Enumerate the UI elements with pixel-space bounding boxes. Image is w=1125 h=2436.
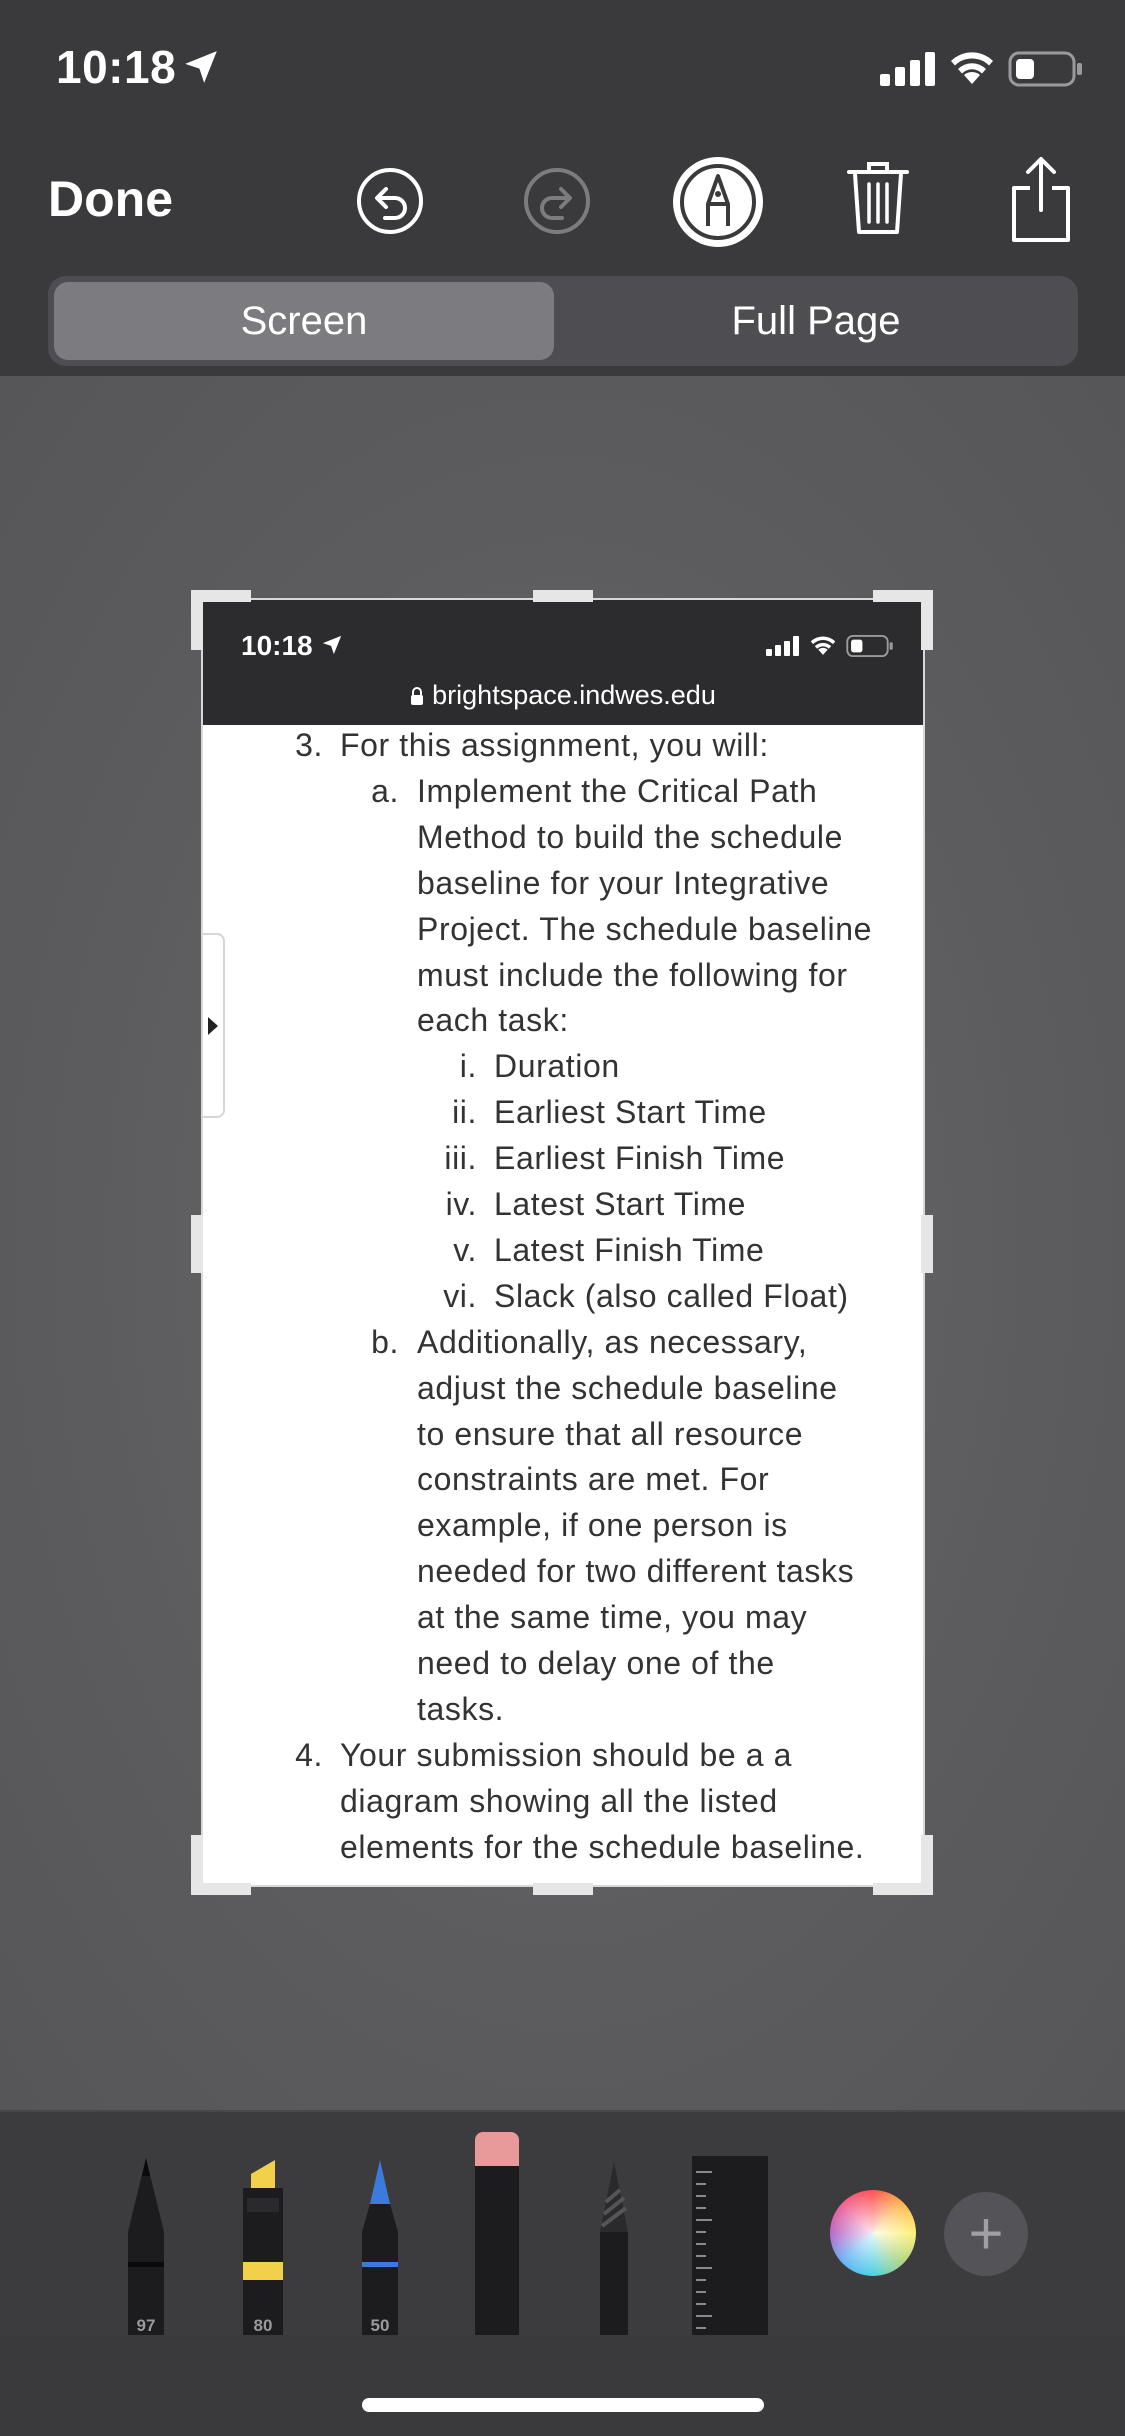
eraser-tool-icon[interactable] <box>467 2112 527 2337</box>
ruler-tool-icon[interactable] <box>690 2112 770 2337</box>
list-marker: v. <box>453 1231 477 1268</box>
plus-icon: + <box>968 2200 1004 2267</box>
segment-screen[interactable]: Screen <box>54 282 554 360</box>
trash-icon[interactable] <box>845 158 911 238</box>
document-line: Slack (also called Float) <box>494 1277 849 1314</box>
capture-mode-segmented-control <box>48 276 1078 366</box>
home-indicator[interactable] <box>362 2398 764 2412</box>
document-line: need to delay one of the <box>417 1645 775 1681</box>
document-line: constraints are met. For <box>417 1461 770 1498</box>
crop-handle-top-left[interactable] <box>191 590 203 650</box>
pen-tool-icon[interactable] <box>116 2112 176 2337</box>
crop-handle-top-right[interactable] <box>921 590 933 650</box>
document-line: Project. The schedule baseline <box>417 910 873 947</box>
status-bar <box>0 0 1125 130</box>
redo-icon[interactable] <box>522 166 592 236</box>
document-line: Additionally, as necessary, <box>417 1323 808 1360</box>
chevron-right-icon <box>208 1017 218 1035</box>
cellular-signal-icon <box>766 636 800 656</box>
status-time: 10:18 <box>56 41 177 93</box>
document-line: to ensure that all resource <box>417 1415 804 1452</box>
pencil-tool-icon[interactable] <box>350 2112 410 2337</box>
undo-icon[interactable] <box>355 166 425 236</box>
document-line: Earliest Finish Time <box>494 1140 786 1177</box>
list-marker: a. <box>371 772 399 809</box>
crop-handle-top-center[interactable] <box>533 590 593 602</box>
document-line: at the same time, you may <box>417 1599 808 1636</box>
document-line: baseline for your Integrative <box>417 864 830 901</box>
share-icon[interactable] <box>1008 154 1074 244</box>
list-marker: 3. <box>295 727 323 763</box>
segment-full-page[interactable]: Full Page <box>731 298 901 343</box>
top-chrome <box>0 0 1125 376</box>
url-text: brightspace.indwes.edu <box>432 680 716 710</box>
wifi-icon <box>809 633 837 657</box>
screenshot-status-bar <box>203 600 923 725</box>
crop-handle-left-center[interactable] <box>191 1215 203 1273</box>
document-line: Duration <box>494 1048 620 1085</box>
lasso-tool-icon[interactable] <box>584 2112 644 2337</box>
document-line: Implement the Critical Path <box>417 772 818 809</box>
cellular-signal-icon <box>880 52 936 86</box>
list-marker: iii. <box>444 1140 477 1177</box>
document-line: For this assignment, you will: <box>340 727 769 763</box>
list-marker: b. <box>371 1323 399 1360</box>
crop-handle-bottom-right[interactable] <box>921 1835 933 1895</box>
list-marker: ii. <box>452 1094 477 1131</box>
wifi-icon <box>948 48 996 86</box>
battery-icon <box>845 634 895 658</box>
document-line: Latest Finish Time <box>494 1231 765 1268</box>
url-bar <box>203 680 923 711</box>
location-arrow-icon <box>321 634 343 656</box>
list-marker: iv. <box>445 1186 477 1222</box>
done-button[interactable]: Done <box>48 171 173 227</box>
crop-handle-bottom-left[interactable] <box>191 1835 203 1895</box>
document-line: each task: <box>417 1002 569 1039</box>
highlighter-tool-icon[interactable] <box>233 2112 293 2337</box>
list-marker: vi. <box>443 1277 477 1314</box>
document-line: adjust the schedule baseline <box>417 1369 838 1406</box>
list-marker: i. <box>459 1048 477 1085</box>
document-line: needed for two different tasks <box>417 1553 855 1590</box>
location-arrow-icon <box>182 48 220 86</box>
document-line: diagram showing all the listed <box>340 1782 778 1819</box>
color-picker-wheel[interactable] <box>830 2190 916 2276</box>
markup-pen-icon[interactable] <box>672 156 764 248</box>
crop-handle-right-center[interactable] <box>921 1215 933 1273</box>
screenshot-time: 10:18 <box>241 630 313 661</box>
document-line: Earliest Start Time <box>494 1094 767 1131</box>
list-marker: 4. <box>295 1736 323 1773</box>
document-line: tasks. <box>417 1690 505 1727</box>
pen-opacity-label: 97 <box>136 2316 156 2335</box>
document-line: elements for the schedule baseline. <box>340 1828 865 1865</box>
lock-icon <box>410 687 424 705</box>
document-content <box>203 725 923 1885</box>
document-line: example, if one person is <box>417 1507 788 1544</box>
document-line: must include the following for <box>417 956 848 993</box>
pencil-opacity-label: 50 <box>370 2316 390 2335</box>
document-line: Method to build the schedule <box>417 818 843 855</box>
sidebar-toggle-tab[interactable] <box>203 933 225 1118</box>
bottom-safe-area <box>0 2335 1125 2436</box>
tool-palette <box>0 2110 1125 2335</box>
highlighter-opacity-label: 80 <box>253 2316 273 2335</box>
markup-toolbar <box>0 140 1125 260</box>
screenshot-preview[interactable] <box>203 600 923 1885</box>
battery-icon <box>1008 50 1084 88</box>
crop-handle-bottom-center[interactable] <box>533 1883 593 1895</box>
document-line: Latest Start Time <box>494 1186 747 1222</box>
add-tool-button[interactable] <box>944 2192 1028 2276</box>
document-line: Your submission should be a a <box>340 1736 793 1773</box>
